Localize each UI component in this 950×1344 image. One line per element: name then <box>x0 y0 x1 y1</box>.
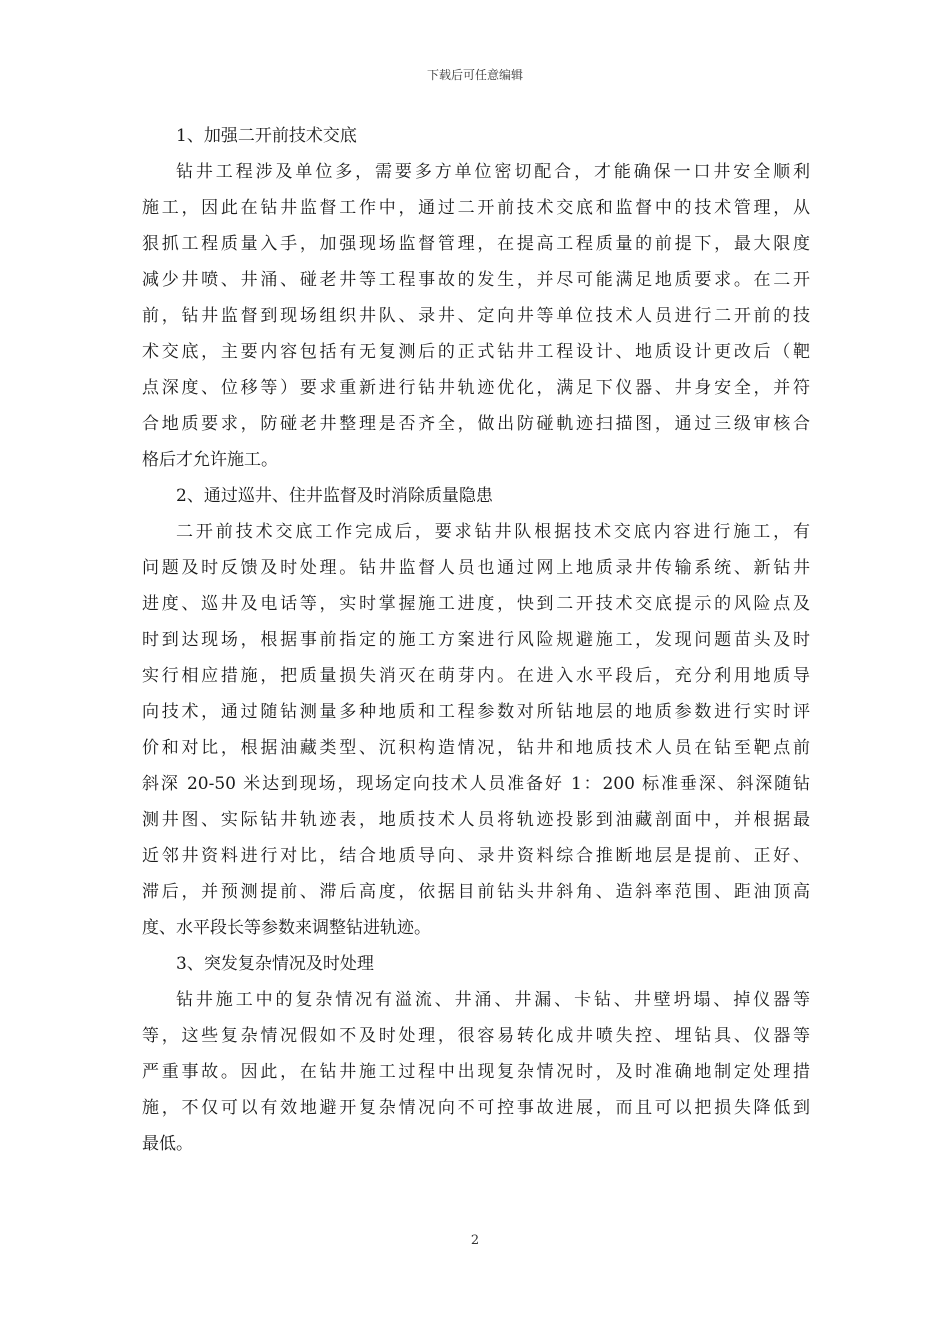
paragraph-line: 合地质要求，防碰老井整理是否齐全，做出防碰軌迹扫描图，通过三级审核合 <box>142 414 810 434</box>
section-paragraph-3 <box>142 982 810 1162</box>
section-heading-1: 1、加强二开前技术交底 <box>176 126 357 146</box>
paragraph-line: 向技术，通过随钻测量多种地质和工程参数对所钻地层的地质参数进行实时评 <box>142 702 810 722</box>
paragraph-line: 最低。 <box>142 1134 193 1154</box>
paragraph-line: 减少井喷、井涌、碰老井等工程事故的发生，并尽可能满足地质要求。在二开 <box>142 270 810 290</box>
paragraph-line: 价和对比，根据油藏类型、沉积构造情况，钻井和地质技术人员在钻至靶点前 <box>142 738 810 758</box>
paragraph-line: 度、水平段长等参数来调整钻进轨迹。 <box>142 918 431 938</box>
paragraph-line: 二开前技术交底工作完成后，要求钻井队根据技术交底内容进行施工，有 <box>176 522 810 542</box>
paragraph-line: 时到达现场，根据事前指定的施工方案进行风险规避施工，发现问题苗头及时 <box>142 630 810 650</box>
paragraph-line: 施工，因此在钻井监督工作中，通过二开前技术交底和监督中的技术管理，从 <box>142 198 810 218</box>
paragraph-line: 格后才允许施工。 <box>142 450 278 470</box>
paragraph-line: 点深度、位移等）要求重新进行钻井轨迹优化，满足下仪器、井身安全，并符 <box>142 378 810 398</box>
paragraph-line: 等，这些复杂情况假如不及时处理，很容易转化成井喷失控、埋钻具、仪器等 <box>142 1026 810 1046</box>
paragraph-line: 狠抓工程质量入手，加强现场监督管理，在提高工程质量的前提下，最大限度 <box>142 234 810 254</box>
paragraph-line: 问题及时反馈及时处理。钻井监督人员也通过网上地质录井传输系统、新钻井 <box>142 558 810 578</box>
paragraph-line: 严重事故。因此，在钻井施工过程中出现复杂情况时，及时准确地制定处理措 <box>142 1062 810 1082</box>
document-body <box>142 118 810 1162</box>
page-header: 下载后可任意编辑 <box>426 68 523 82</box>
section-paragraph-2 <box>142 514 810 946</box>
paragraph-line: 钻井工程涉及单位多，需要多方单位密切配合，才能确保一口井安全顺利 <box>176 162 810 182</box>
section-paragraph-1 <box>142 154 810 478</box>
section-heading-3: 3、突发复杂情况及时处理 <box>176 954 374 974</box>
paragraph-line: 术交底，主要内容包括有无复测后的正式钻井工程设计、地质设计更改后（靶 <box>142 342 810 362</box>
paragraph-line: 前，钻井监督到现场组织井队、录井、定向井等单位技术人员进行二开前的技 <box>142 306 810 326</box>
paragraph-line: 钻井施工中的复杂情况有溢流、井涌、井漏、卡钻、井壁坍塌、掉仪器等 <box>176 990 810 1010</box>
page-number: 2 <box>470 1233 480 1248</box>
section-heading-2: 2、通过巡井、住井监督及时消除质量隐患 <box>176 486 493 506</box>
paragraph-line: 近邻井资料进行对比，结合地质导向、录井资料综合推断地层是提前、正好、 <box>142 846 810 866</box>
paragraph-line: 测井图、实际钻井轨迹表，地质技术人员将轨迹投影到油藏剖面中，并根据最 <box>142 810 810 830</box>
paragraph-line: 滞后，并预测提前、滞后高度，依据目前钻头井斜角、造斜率范围、距油顶高 <box>142 882 810 902</box>
paragraph-line: 实行相应措施，把质量损失消灭在萌芽内。在进入水平段后，充分利用地质导 <box>142 666 810 686</box>
paragraph-line: 施，不仅可以有效地避开复杂情况向不可控事故进展，而且可以把损失降低到 <box>142 1098 810 1118</box>
paragraph-line: 进度、巡井及电话等，实时掌握施工进度，快到二开技术交底提示的风险点及 <box>142 594 810 614</box>
paragraph-line: 斜深 20-50 米达到现场，现场定向技术人员准备好 1：200 标准垂深、斜深随钻 <box>142 774 810 794</box>
